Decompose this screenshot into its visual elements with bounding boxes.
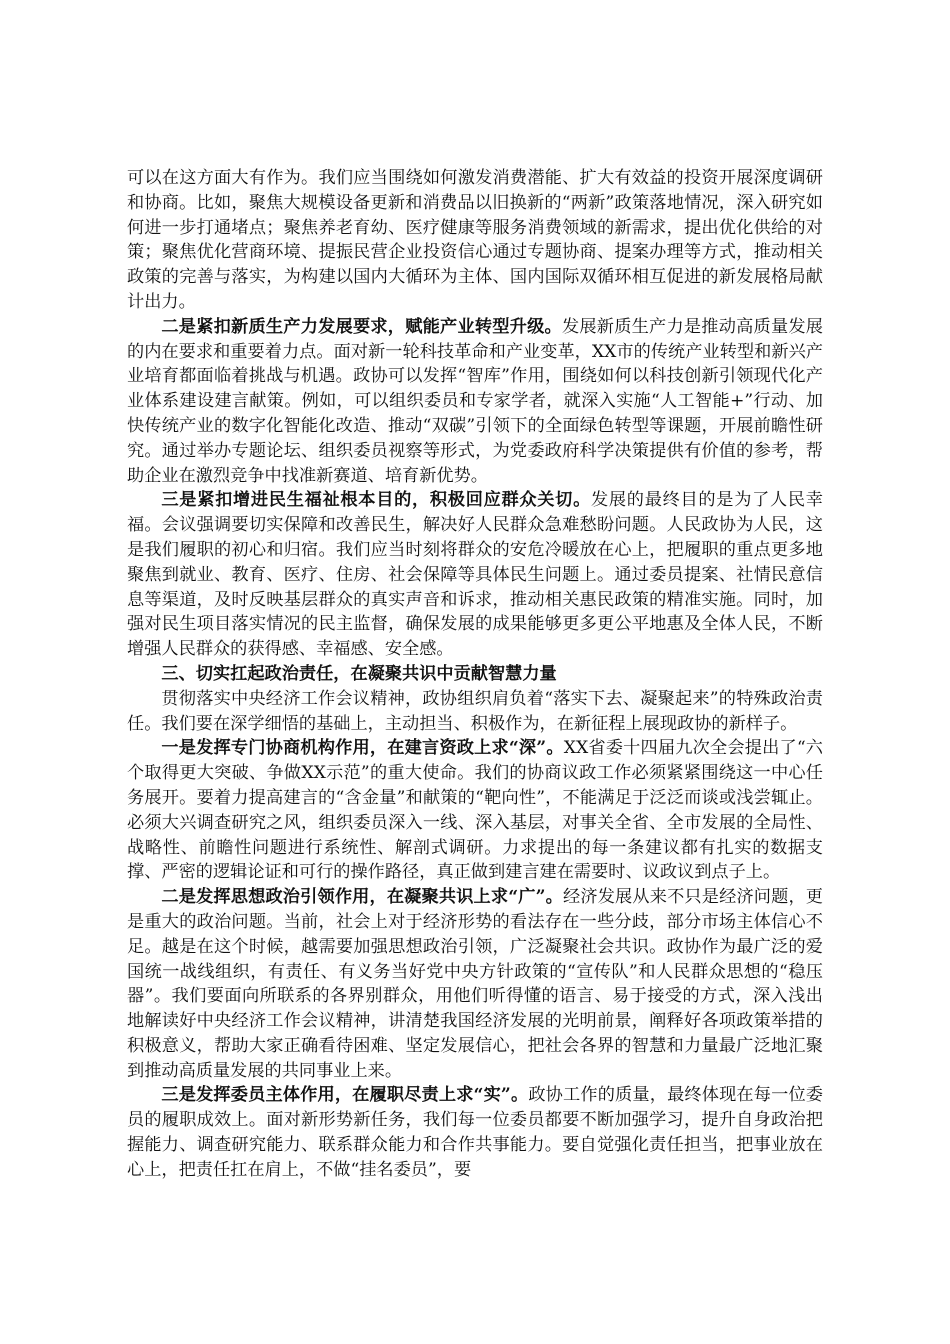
section-heading (127, 662, 823, 687)
paragraph-lead: 三是紧扣增进民生福祉根本目的，积极回应群众关切。 (161, 490, 591, 511)
paragraph-2 (127, 315, 823, 489)
paragraph-text: 贯彻落实中央经济工作会议精神，政协组织肩负着“落实下去、凝聚起来”的特殊政治责任。我们要在深学细悟的基础上，主动担当、积极作为，在新征程上展现政协的新样子。 (127, 688, 823, 734)
paragraph-7 (127, 885, 823, 1083)
paragraph-lead: 三是发挥委员主体作用，在履职尽责上求“实”。 (161, 1085, 529, 1106)
paragraph-text: 发展的最终目的是为了人民幸福。会议强调要切实保障和改善民生，解决好人民群众急难愁盼问题。人民政协为人民，这是我们履职的初心和归宿。我们应当时刻将群众的安危冷暖放在心上，把履职的重点更多地聚焦到就业、教育、医疗、住房、社会保障等具体民生问题上。通过委员提案、社情民意信息等渠道，及时反映基层群众的真实声音和诉求，推动相关惠民政策的精准实施。同时，加强对民生项目落实情况的民主监督，确保发展的成果能够更多更公平地惠及全体人民，不断增强人民群众的获得感、幸福感、安全感。 (127, 490, 823, 660)
paragraph-6 (127, 736, 823, 885)
paragraph-text: 经济发展从来不只是经济问题，更是重大的政治问题。当前，社会上对于经济形势的看法存在一些分歧，部分市场主体信心不足。越是在这个时候，越需要加强思想政治引领，广泛凝聚社会共识。政协作为最广泛的爱国统一战线组织，有责任、有义务当好党中央方针政策的“宣传队”和人民群众思想的“稳压器”。我们要面向所联系的各界别群众，用他们听得懂的语言、易于接受的方式，深入浅出地解读好中央经济工作会议精神，讲清楚我国经济发展的光明前景，阐释好各项政策举措的积极意义，帮助大家正确看待困难、坚定发展信心，把社会各界的智慧和力量最广泛地汇聚到推动高质量发展的共同事业上来。 (127, 887, 823, 1081)
paragraph-3 (127, 488, 823, 662)
paragraph-lead: 一是发挥专门协商机构作用，在建言资政上求“深”。 (161, 738, 564, 759)
paragraph-text: 发展新质生产力是推动高质量发展的内在要求和重要着力点。面对新一轮科技革命和产业变革，XX市的传统产业转型和新兴产业培育都面临着挑战与机遇。政协可以发挥“智库”作用，围绕如何以科技创新引领现代化产业体系建设建言献策。例如，可以组织委员和专家学者，就深入实施“人工智能+”行动、加快传统产业的数字化智能化改造、推动“双碳”引领下的全面绿色转型等课题，开展前瞻性研究。通过举办专题论坛、组织委员视察等形式，为党委政府科学决策提供有价值的参考，帮助企业在激烈竞争中找准新赛道、培育新优势。 (127, 316, 823, 486)
section-heading-text: 三、切实扛起政治责任，在凝聚共识中贡献智慧力量 (161, 663, 557, 684)
paragraph-text: 可以在这方面大有作为。我们应当围绕如何激发消费潜能、扩大有效益的投资开展深度调研和协商。比如，聚焦大规模设备更新和消费品以旧换新的“两新”政策落地情况，深入研究如何进一步打通堵点；聚焦养老育幼、医疗健康等服务消费领域的新需求，提出优化供给的对策；聚焦优化营商环境、提振民营企业投资信心通过专题协商、提案办理等方式，推动相关政策的完善与落实，为构建以国内大循环为主体、国内国际双循环相互促进的新发展格局献计出力。 (127, 168, 823, 312)
paragraph-text: 政协工作的质量，最终体现在每一位委员的履职成效上。面对新形势新任务，我们每一位委员都要不断加强学习，提升自身政治把握能力、调查研究能力、联系群众能力和合作共事能力。要自觉强化责任担当，把事业放在心上，把责任扛在肩上，不做“挂名委员”，要 (127, 1085, 823, 1180)
paragraph-8 (127, 1083, 823, 1182)
paragraph-lead: 二是紧扣新质生产力发展要求，赋能产业转型升级。 (161, 316, 562, 337)
paragraph-lead: 二是发挥思想政治引领作用，在凝聚共识上求“广”。 (161, 887, 564, 908)
paragraph-text: XX省委十四届九次全会提出了“六个取得更大突破、争做XX示范”的重大使命。我们的协商议政工作必须紧紧围绕这一中心任务展开。要着力提高建言的“含金量”和献策的“靶向性”，不能满足于泛泛而谈或浅尝辄止。必须大兴调查研究之风，组织委员深入一线、深入基层，对事关全省、全市发展的全局性、战略性、前瞻性问题进行系统性、解剖式调研。力求提出的每一条建议都有扎实的数据支撑、严密的逻辑论证和可行的操作路径，真正做到建言建在需要时、议政议到点子上。 (127, 738, 823, 883)
document-body (127, 166, 823, 1183)
paragraph-1 (127, 166, 823, 315)
paragraph-5 (127, 687, 823, 737)
